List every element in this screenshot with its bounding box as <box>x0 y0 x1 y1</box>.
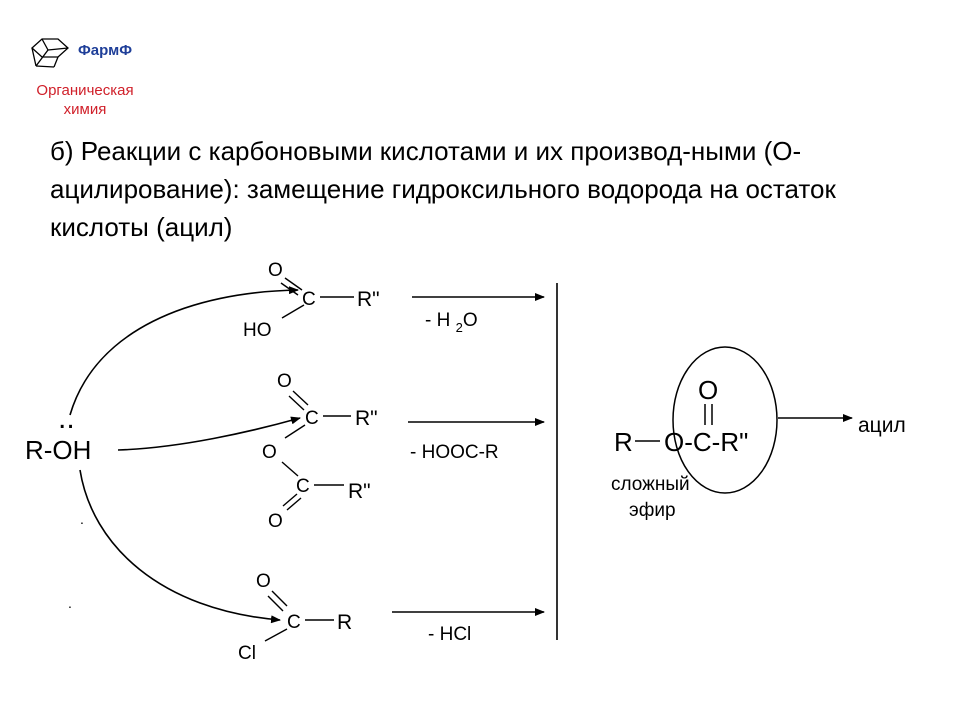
anhydride-radical-bottom: R" <box>348 480 371 503</box>
condition-chloride: - HCl <box>428 624 472 645</box>
chloride-oxygen: O <box>256 571 271 592</box>
acid-oxygen: O <box>268 260 283 281</box>
logo-subtitle: Органическая химия <box>36 82 134 118</box>
chloride-radical: R <box>337 611 353 634</box>
reagent-dot-2: . <box>68 595 72 611</box>
product-name-line2: эфир <box>629 500 676 521</box>
acid-hydroxyl: HO <box>243 320 272 341</box>
reagent-formula: R-OH <box>25 435 92 465</box>
condition-acid: - H $_2$O <box>425 310 478 335</box>
anhydride-oxygen-bottom: O <box>268 511 283 532</box>
attack-arrow-chloride <box>80 470 280 620</box>
acid-carbon: C <box>302 289 316 310</box>
product-ester-chain: O-C-R" <box>664 427 749 457</box>
attack-arrow-acid <box>70 290 298 415</box>
section-heading: б) Реакции с карбоновыми кислотами и их производ-ными (О-ацилирование): замещение гидроксильного водорода на остаток кислоты (ацил) <box>50 136 836 242</box>
condition-anhydride: - HOOC-R <box>410 442 499 463</box>
product-carbonyl-oxygen: O <box>698 375 719 405</box>
acyl-label: ацил <box>858 414 906 437</box>
product-name-line1: сложный <box>611 474 690 495</box>
chloride-carbon: C <box>287 612 301 633</box>
logo-brand: ФармФ <box>78 42 133 59</box>
product-radical: R <box>614 427 633 457</box>
chloride-chlorine: Cl <box>238 643 256 664</box>
acyl-highlight-ellipse <box>673 347 777 493</box>
anhydride-carbon-top: C <box>305 408 319 429</box>
anhydride-carbon-bottom: C <box>296 476 310 497</box>
reagent-dot-1: . <box>80 511 84 527</box>
anhydride-bridge-oxygen: O <box>262 442 277 463</box>
anhydride-oxygen-top: O <box>277 371 292 392</box>
anhydride-radical-top: R" <box>355 407 378 430</box>
acid-radical: R" <box>357 288 380 311</box>
reagent-lone-pair: .. <box>58 402 75 435</box>
